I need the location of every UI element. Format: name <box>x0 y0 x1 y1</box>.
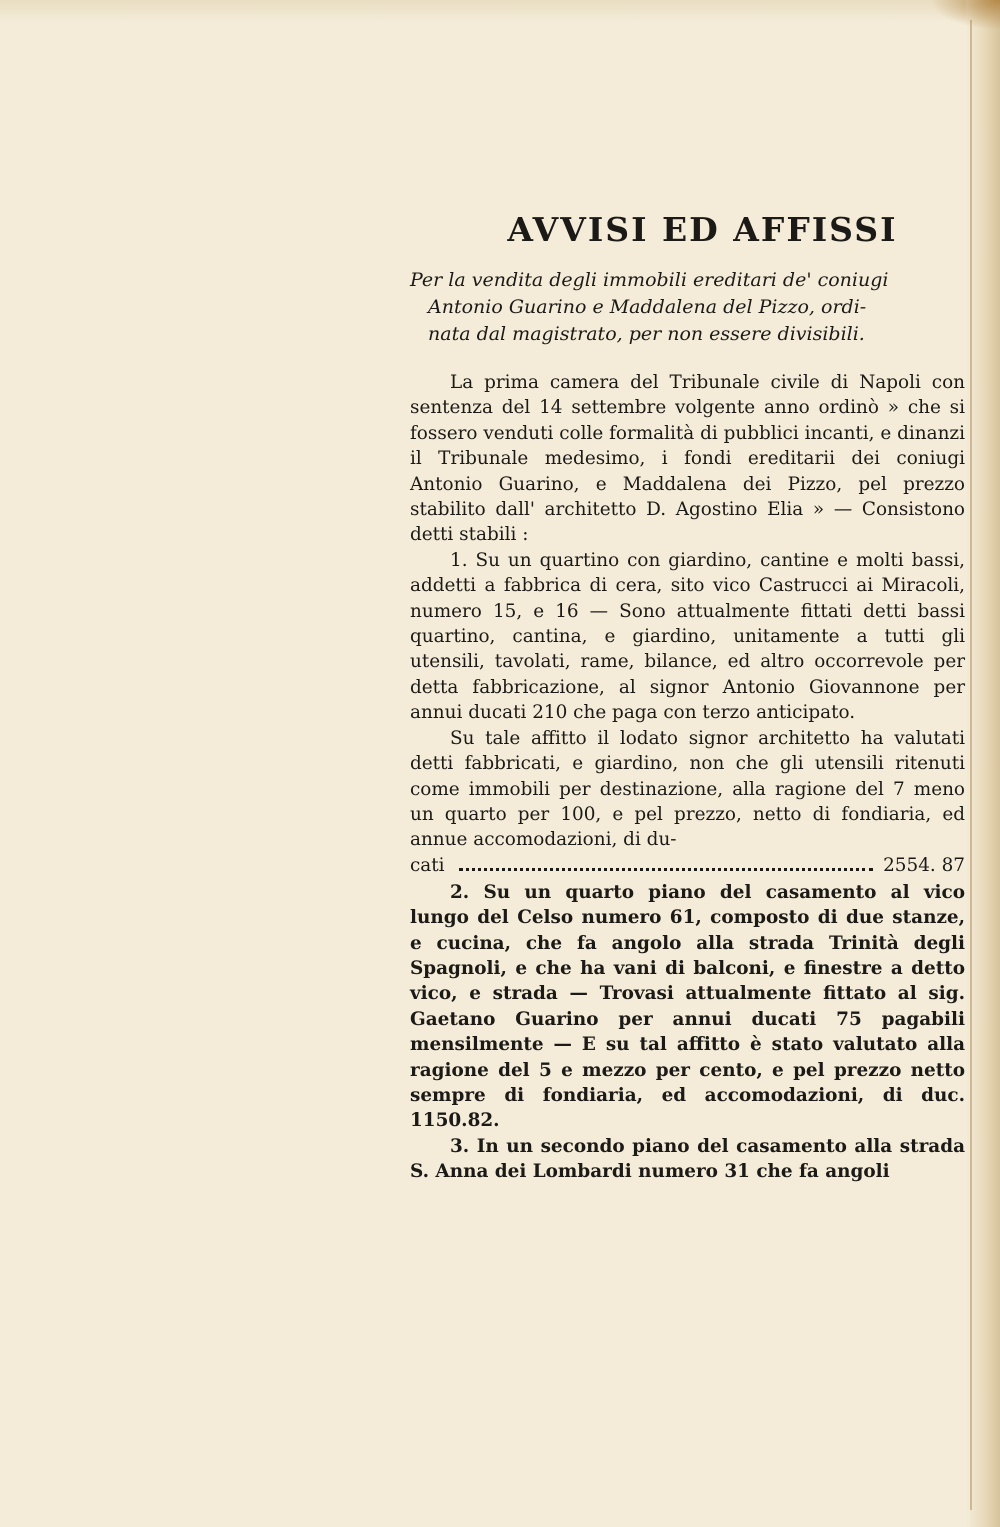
paper-top-edge <box>0 0 1000 22</box>
item-1-valuation: Su tale affitto il lodato signor architetto ha valutati detti fabbricati, e giardino, non che gli utensili ritenuti come immobili per destinazione, alla ragione del 7 meno un quarto per 100, e pel prezzo, netto di fondiaria, ed annue accomodazioni, di du- <box>410 727 965 851</box>
item-1-paragraph: 1. Su un quartino con giardino, cantine e molti bassi, addetti a fabbrica di cera, sito vico Castrucci ai Miracoli, numero 15, e 16 — Sono attualmente fittati detti bassi quartino, cantina, e giardino, unitamente a tutti gli utensili, tavolati, rame, bilance, ed altro occorrevole per detta fabbricazione, al signor Antonio Giovannone per annui ducati 210 che paga con terzo anticipato. <box>410 549 965 724</box>
intro-paragraph: La prima camera del Tribunale civile di Napoli con sentenza del 14 settembre volgente anno ordinò » che si fossero venduti colle formalità di pubblici incanti, e dinanzi il Tribunale medesimo, i fondi ereditarii dei coniugi Antonio Guarino, e Maddalena dei Pizzo, pel prezzo stabilito dall' architetto D. Agostino Elia » — Consistono detti stabili : <box>410 372 965 546</box>
amount-label: cati <box>410 854 445 876</box>
subtitle-line-3: nata dal magistrato, per non essere divisibili. <box>428 323 865 345</box>
subtitle-line-1: Per la vendita degli immobili ereditari de' coniugi <box>410 269 889 291</box>
item-3-paragraph: 3. In un secondo piano del casamento alla strada S. Anna dei Lombardi numero 31 che fa angoli <box>410 1135 965 1183</box>
item-2-paragraph: 2. Su un quarto piano del casamento al vico lungo del Celso numero 61, composto di due stanze, e cucina, che fa angolo alla strada Trinità degli Spagnoli, e che ha vani di balconi, e finestre a detto vico, e strada — Trovasi attualmente fittato al sig. Gaetano Guarino per annui ducati 75 pagabili mensilmente — E su tal affitto è stato valutato alla ragione del 5 e mezzo per cento, e pel prezzo netto sempre di fondiaria, ed accomodazioni, di duc. 1150.82. <box>410 881 965 1132</box>
amount-value: 2554. 87 <box>883 854 965 876</box>
dot-leader <box>459 868 874 871</box>
notice-body <box>410 370 965 1185</box>
notice-title: AVVISI ED AFFISSI <box>507 210 898 249</box>
notice-subtitle <box>410 267 965 348</box>
item-1-amount-row <box>410 853 965 878</box>
bold-section <box>410 880 965 1185</box>
subtitle-line-2: Antonio Guarino e Maddalena del Pizzo, ordi- <box>428 296 867 318</box>
notice-column <box>410 210 965 1185</box>
paper-fold-line <box>970 20 972 1510</box>
corner-stain <box>930 0 1000 30</box>
